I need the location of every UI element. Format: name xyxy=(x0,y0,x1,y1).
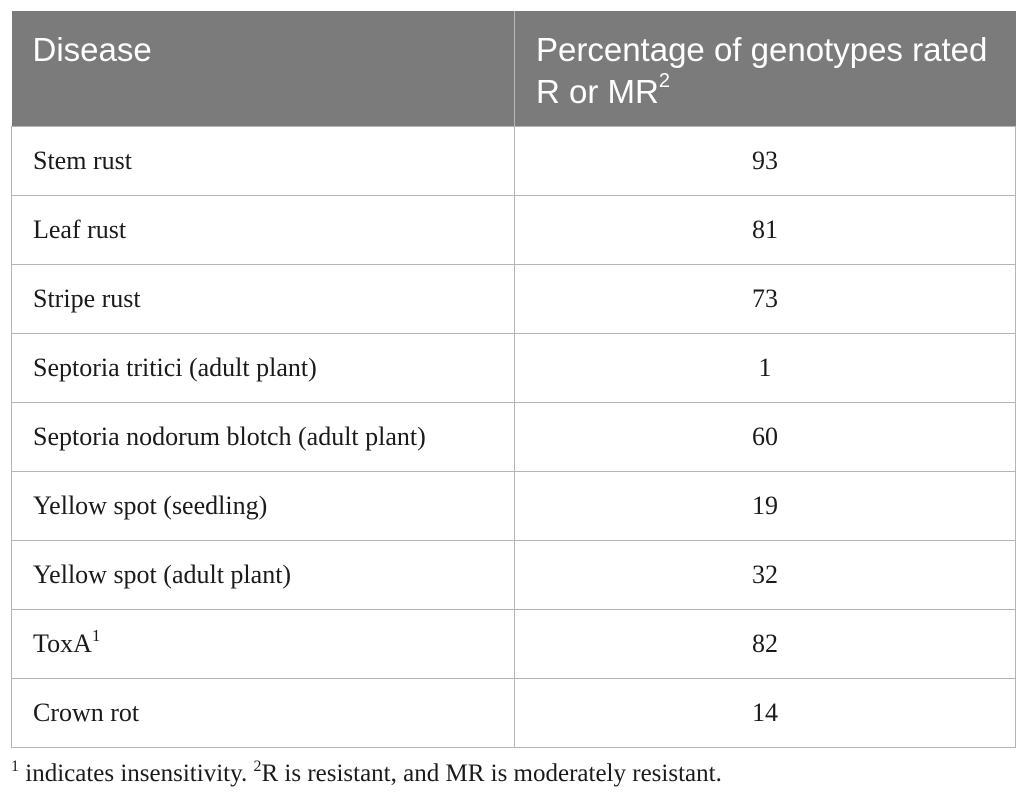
disease-name: Leaf rust xyxy=(33,214,127,244)
table-row xyxy=(12,264,1016,333)
disease-cell xyxy=(12,264,515,333)
percentage-value: 82 xyxy=(752,628,778,658)
percentage-cell xyxy=(515,126,1016,195)
disease-name: ToxA xyxy=(33,628,92,658)
disease-name: Septoria tritici (adult plant) xyxy=(33,352,317,382)
percentage-value: 14 xyxy=(752,697,778,727)
disease-name: Stem rust xyxy=(33,145,132,175)
disease-name: Septoria nodorum blotch (adult plant) xyxy=(33,421,426,451)
footnote-marker-2: 2 xyxy=(253,758,262,775)
table-row xyxy=(12,195,1016,264)
table-row xyxy=(12,678,1016,747)
header-percentage-footnote-marker: 2 xyxy=(658,70,670,92)
footnote-marker-1: 1 xyxy=(11,758,19,775)
disease-cell xyxy=(12,126,515,195)
percentage-value: 81 xyxy=(752,214,778,244)
percentage-cell xyxy=(515,264,1016,333)
disease-name: Crown rot xyxy=(33,697,140,727)
percentage-cell xyxy=(515,402,1016,471)
table-row xyxy=(12,333,1016,402)
disease-cell xyxy=(12,195,515,264)
percentage-value: 73 xyxy=(752,283,778,313)
table-footnote xyxy=(11,757,722,791)
table-row xyxy=(12,402,1016,471)
table-row xyxy=(12,540,1016,609)
percentage-cell xyxy=(515,540,1016,609)
disease-name: Stripe rust xyxy=(33,283,141,313)
percentage-cell xyxy=(515,678,1016,747)
disease-name: Yellow spot (seedling) xyxy=(33,490,268,520)
disease-resistance-table xyxy=(11,11,1016,748)
disease-cell xyxy=(12,609,515,678)
header-percentage xyxy=(515,11,1016,126)
percentage-cell xyxy=(515,609,1016,678)
header-disease xyxy=(12,11,515,126)
table-row xyxy=(12,126,1016,195)
disease-cell xyxy=(12,333,515,402)
percentage-cell xyxy=(515,333,1016,402)
percentage-value: 1 xyxy=(758,352,772,382)
disease-cell xyxy=(12,471,515,540)
percentage-value: 19 xyxy=(752,490,778,520)
percentage-value: 32 xyxy=(752,559,778,589)
table-row xyxy=(12,471,1016,540)
disease-cell xyxy=(12,678,515,747)
header-disease-label: Disease xyxy=(32,31,152,68)
footnote-text-2: R is resistant, and MR is moderately resistant. xyxy=(261,760,722,787)
percentage-value: 60 xyxy=(752,421,778,451)
table-row xyxy=(12,609,1016,678)
percentage-value: 93 xyxy=(752,145,778,175)
disease-cell xyxy=(12,540,515,609)
footnote-text-1: indicates insensitivity. xyxy=(19,760,254,787)
percentage-cell xyxy=(515,195,1016,264)
disease-footnote-marker: 1 xyxy=(91,625,101,645)
disease-name: Yellow spot (adult plant) xyxy=(33,559,292,589)
disease-cell xyxy=(12,402,515,471)
header-percentage-label: Percentage of genotypes rated R or MR xyxy=(536,31,988,110)
header-row xyxy=(12,11,1016,126)
percentage-cell xyxy=(515,471,1016,540)
